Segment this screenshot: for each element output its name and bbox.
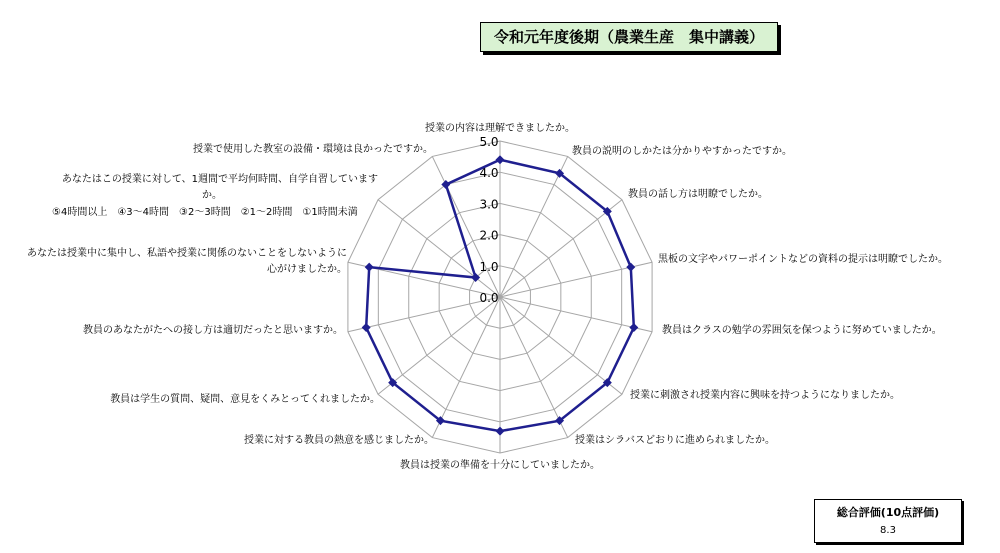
category-label: 教員のあなたがたへの接し方は適切だったと思いますか。 (83, 325, 343, 336)
hours-options-label: ⑤4時間以上 ④3～4時間 ③2～3時間 ②1～2時間 ①1時間未満 (52, 207, 358, 218)
tick-label: 0.0 (479, 291, 499, 305)
category-label: あなたは授業中に集中し、私語や授業に関係のないことをしないように心がけましたか。 (27, 248, 347, 275)
category-label: 授業で使用した教室の設備・環境は良かったですか。 (193, 144, 433, 155)
data-point (362, 323, 371, 332)
category-label: 授業はシラバスどおりに進められましたか。 (575, 435, 775, 446)
tick-label: 3.0 (479, 197, 499, 212)
summary-value: 8.3 (880, 525, 896, 536)
data-point (496, 155, 505, 164)
tick-label: 4.0 (479, 166, 499, 181)
spoke-4 (500, 297, 652, 332)
category-label: 教員の説明のしかたは分かりやすかったですか。 (572, 146, 792, 157)
category-label: 教員は学生の質問、疑問、意見をくみとってくれましたか。 (110, 394, 380, 405)
data-point (629, 323, 638, 332)
data-point (626, 263, 635, 272)
category-label: 教員の話し方は明瞭でしたか。 (628, 189, 768, 200)
category-label: 教員は授業の準備を十分にしていましたか。 (400, 460, 600, 471)
spoke-10 (348, 297, 500, 332)
category-label: 教員はクラスの勉学の雰囲気を保つように努めていましたか。 (662, 325, 942, 336)
category-label: 授業の内容は理解できましたか。 (425, 123, 575, 134)
data-point (365, 263, 374, 272)
category-label: 授業に刺激され授業内容に興味を持つようになりましたか。 (630, 390, 900, 401)
tick-label: 2.0 (479, 228, 499, 243)
category-label: 黒板の文字やパワーポイントなどの資料の提示は明瞭でしたか。 (658, 254, 948, 265)
summary-label: 総合評価(10点評価) (836, 506, 940, 519)
data-point (496, 427, 505, 436)
tick-label: 5.0 (479, 135, 499, 149)
summary-score-box (814, 499, 962, 543)
category-label: 授業に対する教員の熱意を感じましたか。 (244, 435, 434, 446)
chart-title: 令和元年度後期（農業生産 集中講義） (480, 22, 778, 52)
category-label: あなたはこの授業に対して、1週間で平均何時間、自学自習していますか。 (61, 174, 378, 201)
tick-label: 1.0 (479, 259, 499, 274)
